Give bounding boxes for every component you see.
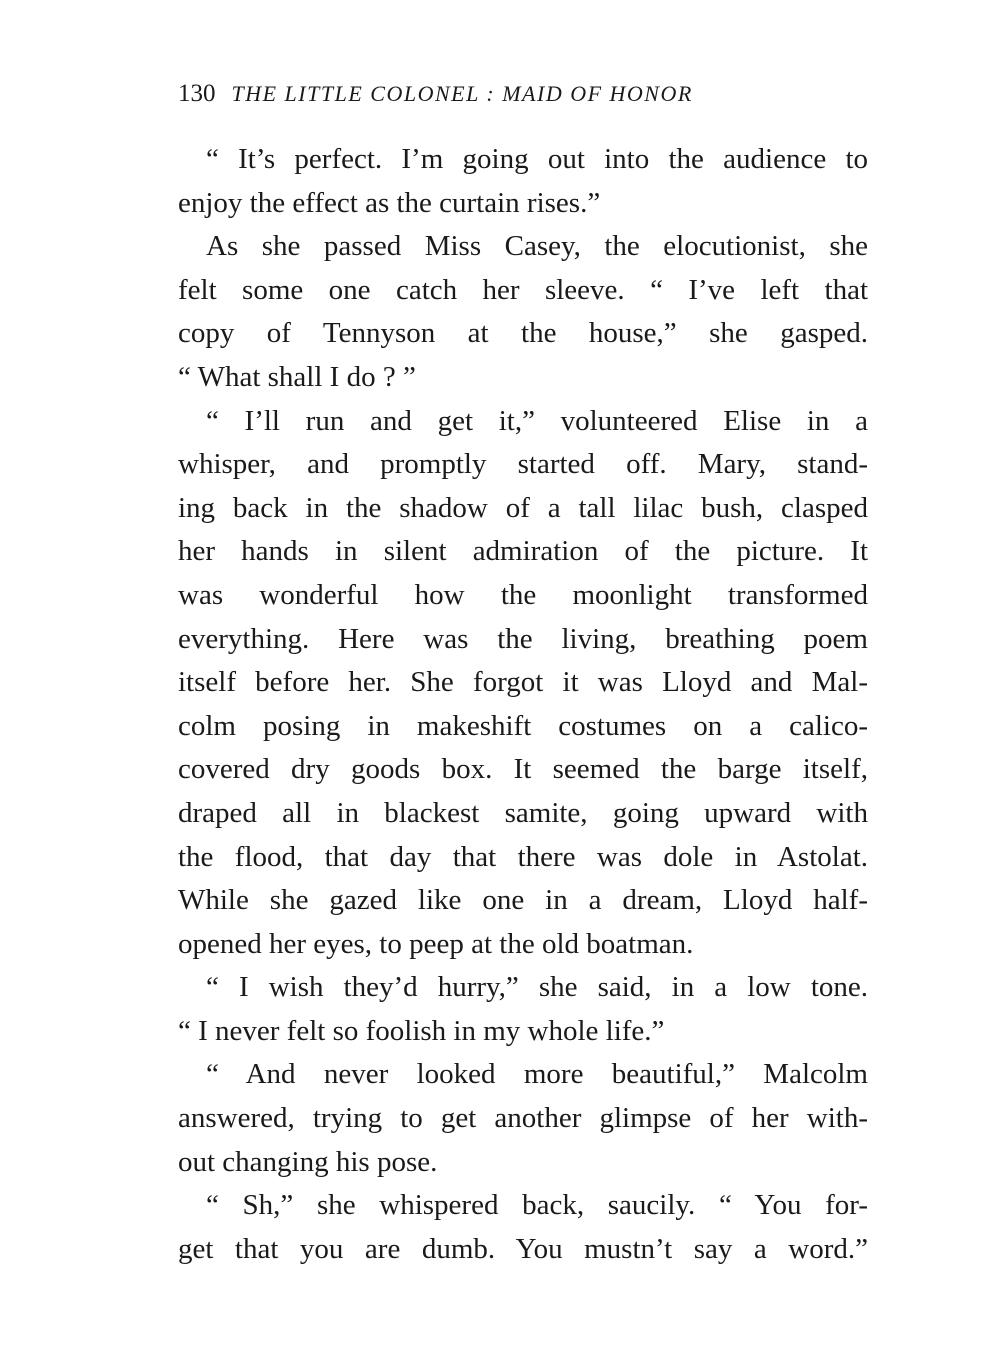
- running-head: [178, 76, 878, 112]
- text-line: “ Sh,” she whispered back, saucily. “ You for-: [206, 1189, 868, 1222]
- text-line: out changing his pose.: [178, 1145, 438, 1178]
- body-text: [178, 138, 868, 1271]
- text-line: felt some one catch her sleeve. “ I’ve left that: [178, 273, 868, 306]
- text-line: “ I wish they’d hurry,” she said, in a low tone.: [206, 971, 868, 1004]
- text-line: opened her eyes, to peep at the old boatman.: [178, 927, 694, 960]
- text-line: “ It’s perfect. I’m going out into the audience to: [206, 143, 868, 175]
- text-line: As she passed Miss Casey, the elocutionist, she: [206, 230, 868, 263]
- text-line: the flood, that day that there was dole in Astolat.: [178, 840, 868, 873]
- text-line: “ What shall I do ? ”: [178, 360, 416, 393]
- page-number: 130: [178, 80, 216, 107]
- text-line: colm posing in makeshift costumes on a calico-: [178, 709, 868, 742]
- text-line: everything. Here was the living, breathing poem: [178, 622, 868, 655]
- text-line: draped all in blackest samite, going upward with: [178, 796, 868, 829]
- text-line: “ And never looked more beautiful,” Malcolm: [206, 1058, 868, 1091]
- text-line: copy of Tennyson at the house,” she gasped.: [178, 317, 868, 350]
- text-line: get that you are dumb. You mustn’t say a word.”: [178, 1232, 868, 1265]
- text-line: ing back in the shadow of a tall lilac bush, clasped: [178, 491, 868, 524]
- text-line: enjoy the effect as the curtain rises.”: [178, 186, 601, 219]
- text-line: her hands in silent admiration of the picture. It: [178, 535, 868, 568]
- text-line: whisper, and promptly started off. Mary, stand-: [178, 448, 868, 481]
- text-line: While she gazed like one in a dream, Lloyd half-: [178, 884, 868, 917]
- running-title: THE LITTLE COLONEL : MAID OF HONOR: [231, 81, 693, 106]
- text-line: covered dry goods box. It seemed the barge itself,: [178, 753, 868, 786]
- text-line: itself before her. She forgot it was Lloyd and Mal-: [178, 666, 868, 699]
- text-line: was wonderful how the moonlight transformed: [178, 578, 868, 611]
- text-line: “ I never felt so foolish in my whole life.”: [178, 1014, 665, 1047]
- text-line: “ I’ll run and get it,” volunteered Elise in a: [206, 404, 868, 437]
- text-line: answered, trying to get another glimpse of her with-: [178, 1102, 868, 1135]
